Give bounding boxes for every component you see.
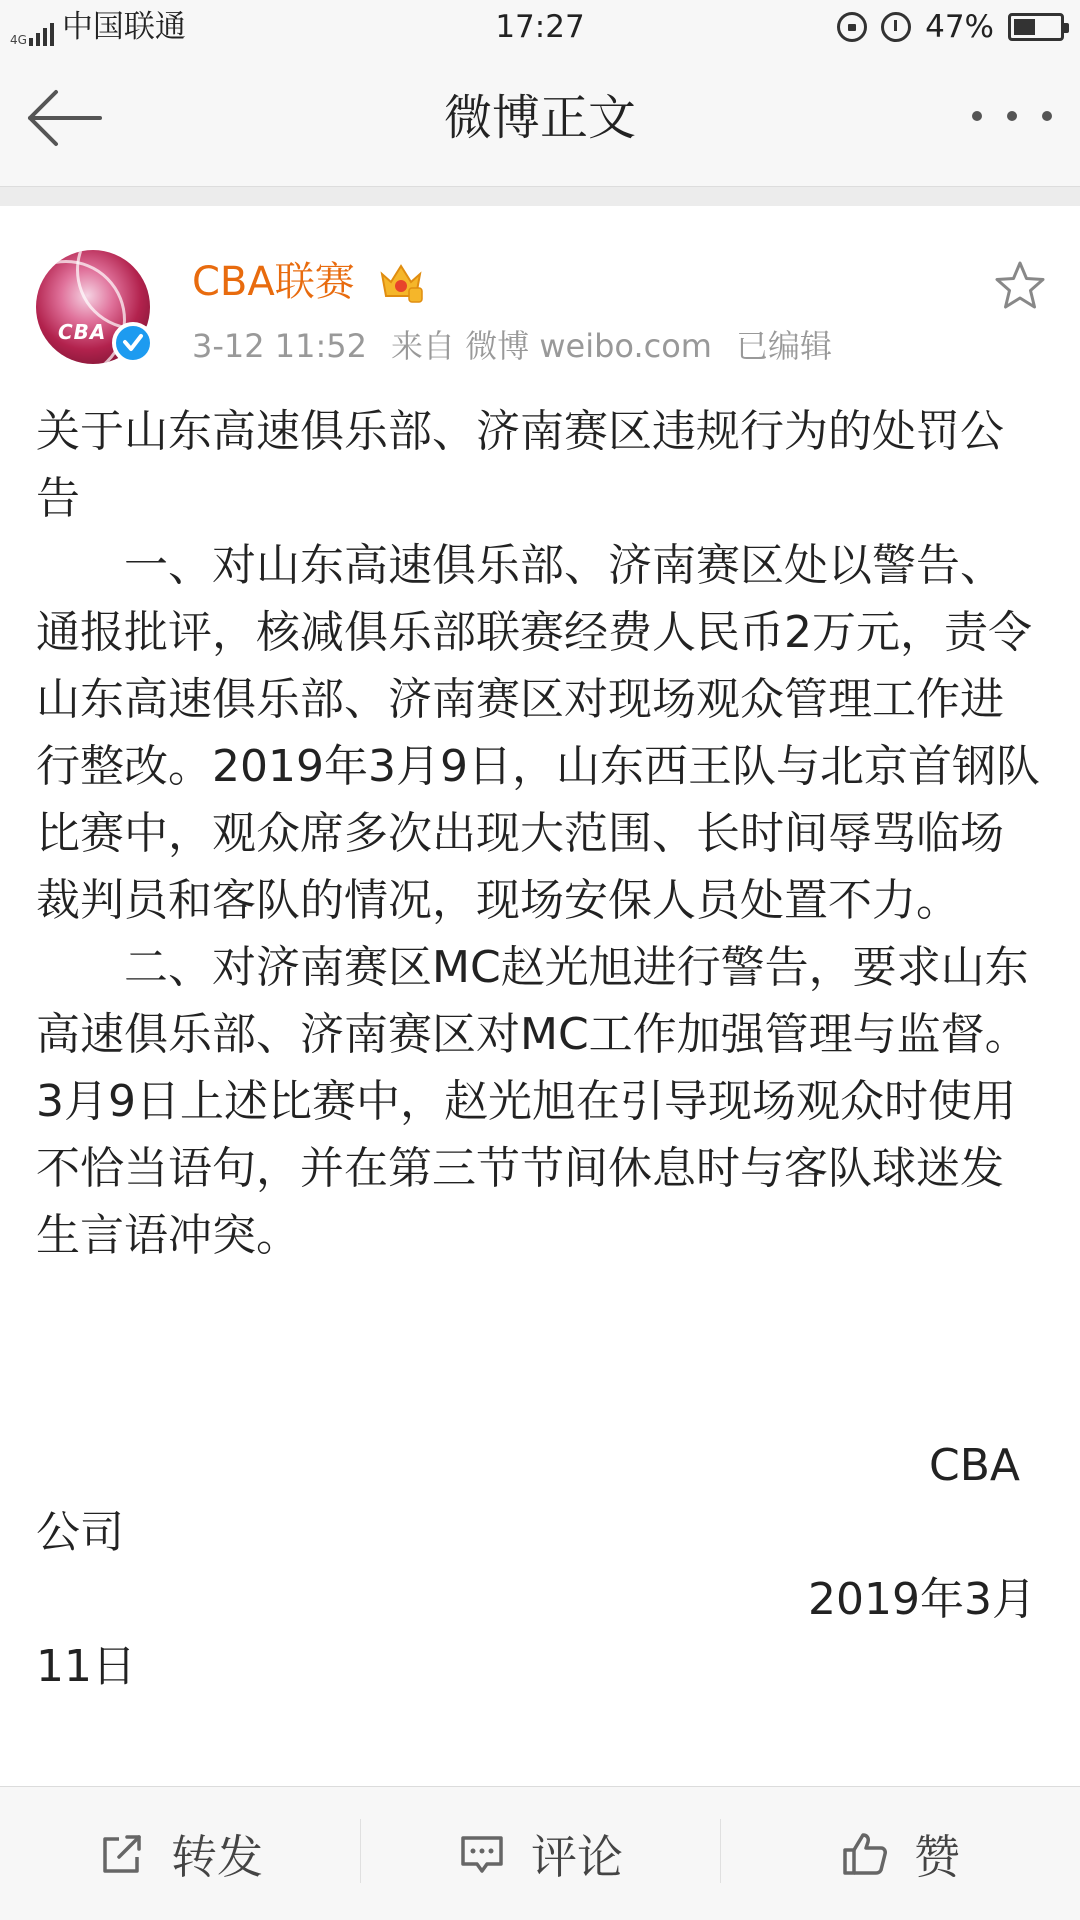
battery-percent: 47% — [925, 9, 994, 45]
comment-icon — [457, 1829, 507, 1879]
nav-bar — [0, 56, 1080, 186]
comment-label: 评论 — [531, 1829, 623, 1884]
header-divider — [0, 186, 1080, 206]
favorite-button[interactable] — [992, 258, 1048, 314]
status-bar — [0, 0, 1080, 56]
signature-date-line1: 2019年3月 — [808, 1574, 1036, 1625]
post-body — [36, 532, 1046, 1269]
action-toolbar — [0, 1786, 1080, 1920]
avatar-logo: CBA — [58, 320, 107, 344]
comment-button[interactable] — [360, 1787, 720, 1920]
post-meta — [192, 320, 856, 372]
check-mark — [116, 326, 150, 360]
more-dot — [1007, 111, 1017, 121]
signature-org-line1: CBA — [928, 1440, 1020, 1491]
paragraph-2: 二、对济南赛区MC赵光旭进行警告，要求山东高速俱乐部、济南赛区对MC工作加强管理与监督。3月9日上述比赛中，赵光旭在引导现场观众时使用不恰当语句，并在第三节节间休息时与客队球迷发生言语冲突。 — [36, 942, 1029, 1261]
edited-label[interactable]: 已编辑 — [735, 327, 832, 365]
battery-icon — [1008, 13, 1064, 41]
share-icon — [97, 1829, 147, 1879]
post-source[interactable]: 来自 微博 weibo.com — [391, 327, 712, 365]
author-name[interactable]: CBA联赛 — [192, 259, 355, 305]
more-dot — [1042, 111, 1052, 121]
post-date: 3-12 11:52 — [192, 327, 368, 365]
alarm-icon — [881, 12, 911, 42]
arrow-left-icon — [24, 86, 104, 150]
crown-member-icon[interactable] — [378, 262, 424, 304]
clock: 17:27 — [495, 9, 585, 45]
network-type: 4G — [10, 33, 27, 47]
like-button[interactable] — [720, 1787, 1080, 1920]
signature-org-line2: 公司 — [36, 1507, 124, 1558]
page-title: 微博正文 — [443, 90, 636, 146]
carrier-name: 中国联通 — [61, 9, 186, 45]
status-right — [837, 8, 1064, 46]
battery-fill — [1014, 19, 1035, 35]
like-label: 赞 — [914, 1829, 960, 1884]
more-dot — [972, 111, 982, 121]
repost-label: 转发 — [171, 1829, 263, 1884]
thumbs-up-icon — [840, 1829, 890, 1879]
repost-button[interactable] — [0, 1787, 360, 1920]
lock-rotation-icon — [837, 12, 867, 42]
verified-v-icon — [112, 322, 154, 364]
post-title: 关于山东高速俱乐部、济南赛区违规行为的处罚公告 — [36, 406, 1004, 524]
more-button[interactable] — [972, 96, 1052, 136]
back-button[interactable] — [24, 86, 104, 150]
signature-date-line2: 11日 — [36, 1641, 136, 1692]
star-outline-icon — [992, 258, 1048, 314]
paragraph-1: 一、对山东高速俱乐部、济南赛区处以警告、通报批评，核减俱乐部联赛经费人民币2万元，责令山东高速俱乐部、济南赛区对现场观众管理工作进行整改。2019年3月9日，山东西王队与北京首钢队比赛中，观众席多次出现大范围、长时间辱骂临场裁判员和客队的情况，现场安保人员处置不力。 — [36, 540, 1040, 926]
